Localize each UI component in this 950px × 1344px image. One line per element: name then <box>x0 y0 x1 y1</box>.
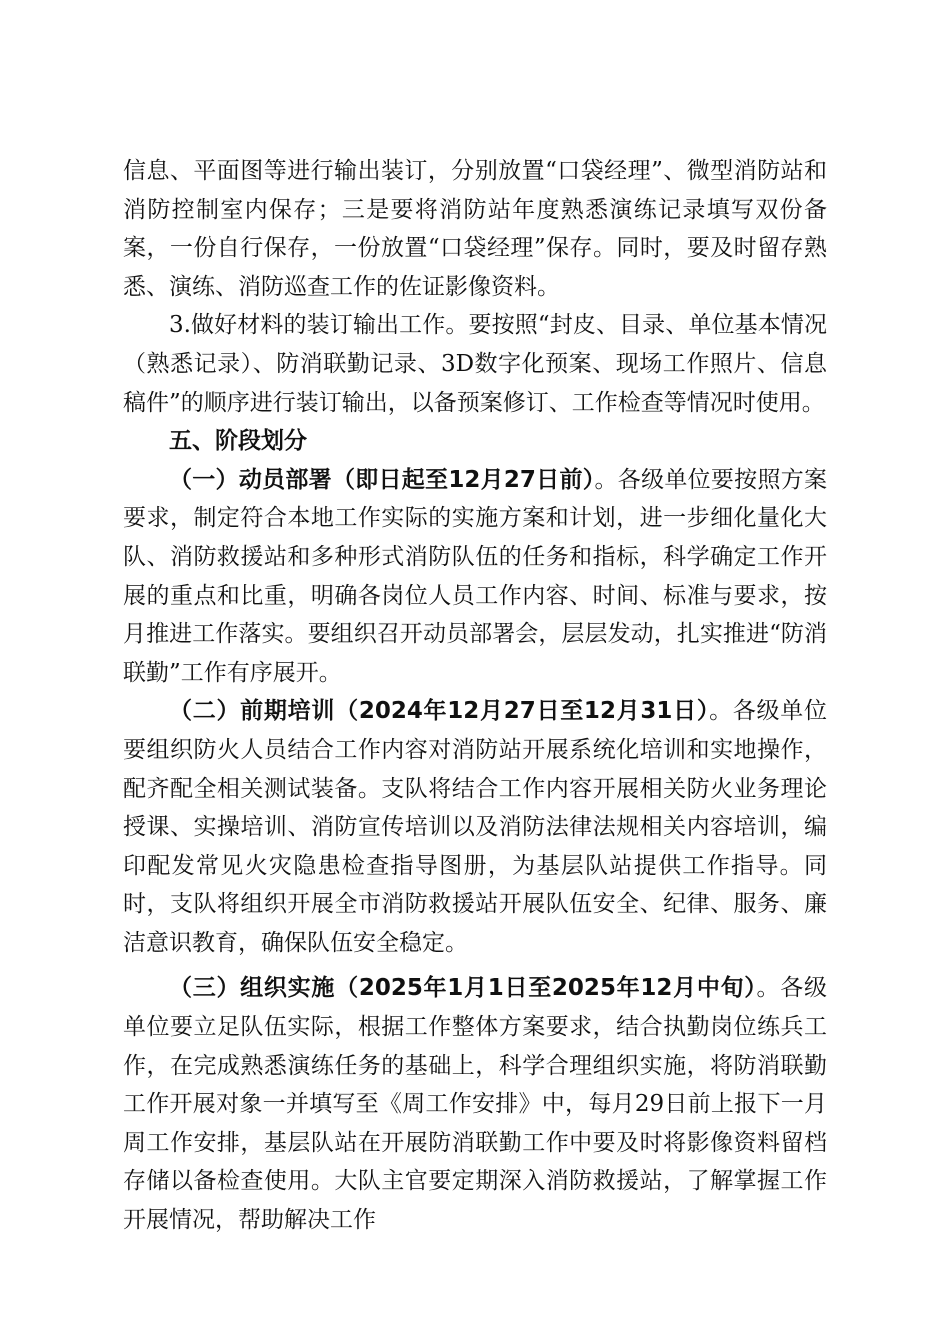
subheading-implementation: （三）组织实施（2025年1月1日至2025年12月中旬） <box>169 975 757 1002</box>
paragraph-spacer <box>123 962 827 969</box>
paragraph-mobilization <box>123 461 827 693</box>
document-body <box>123 152 827 1240</box>
paragraph-mobilization-body: 。各级单位要按照方案要求，制定符合本地工作实际的实施方案和计划，进一步细化量化大队、消防救援站和多种形式消防队伍的任务和指标，科学确定工作开展的重点和比重，明确各岗位人员工作内容、时间、标准与要求，按月推进工作落实。要组织召开动员部署会，层层发动，扎实推进“防消联勤”工作有序展开。 <box>123 466 828 686</box>
paragraph-implementation-body: 。各级单位要立足队伍实际，根据工作整体方案要求，结合执勤岗位练兵工作，在完成熟悉演练任务的基础上，科学合理组织实施，将防消联勤工作开展对象一并填写至《周工作安排》中，每月29日前上报下一月周工作安排，基层队站在开展防消联勤工作中要及时将影像资料留档存储以备检查使用。大队主官要定期深入消防救援站，了解掌握工作开展情况，帮助解决工作 <box>123 975 828 1234</box>
subheading-preliminary-training: （二）前期培训（2024年12月27日至12月31日） <box>169 698 710 725</box>
paragraph-binding-output: 3.做好材料的装订输出工作。要按照“封皮、目录、单位基本情况（熟悉记录）、防消联勤记录、3D数字化预案、现场工作照片、信息稿件”的顺序进行装订输出，以备预案修订、工作检查等情况时使用。 <box>123 312 827 416</box>
subheading-mobilization: （一）动员部署（即日起至12月27日前） <box>169 466 595 493</box>
section-heading-stage-division: 五、阶段划分 <box>169 428 307 455</box>
paragraph-preliminary-training <box>123 692 827 962</box>
paragraph-archive-storage: 信息、平面图等进行输出装订，分别放置“口袋经理”、微型消防站和消防控制室内保存；三是要将消防站年度熟悉演练记录填写双份备案，一份自行保存，一份放置“口袋经理”保存。同时，要及时留存熟悉、演练、消防巡查工作的佐证影像资料。 <box>123 158 827 300</box>
paragraph-implementation <box>123 969 827 1239</box>
paragraph-preliminary-training-body: 。各级单位要组织防火人员结合工作内容对消防站开展系统化培训和实地操作，配齐配全相关测试装备。支队将结合工作内容开展相关防火业务理论授课、实操培训、消防宣传培训以及消防法律法规相关内容培训，编印配发常见火灾隐患检查指导图册，为基层队站提供工作指导。同时，支队将组织开展全市消防救援站开展队伍安全、纪律、服务、廉洁意识教育，确保队伍安全稳定。 <box>123 698 828 956</box>
